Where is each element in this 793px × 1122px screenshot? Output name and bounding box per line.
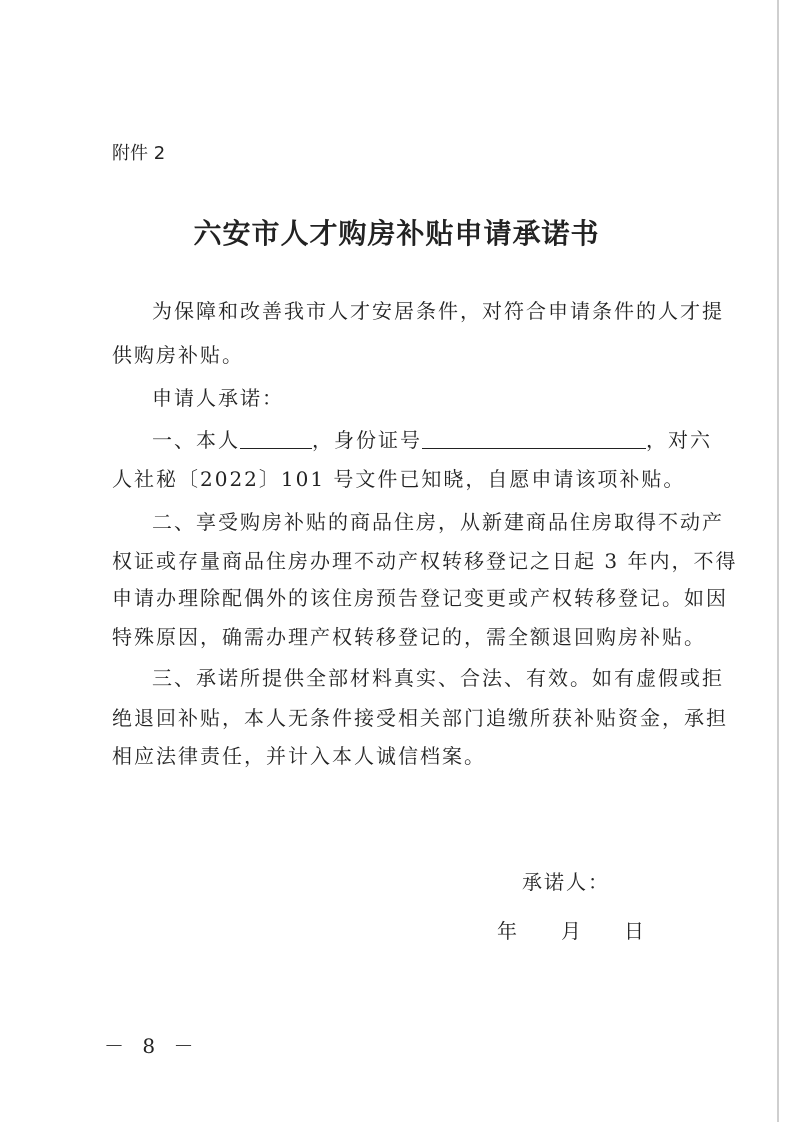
- item1-line-2: 人社秘〔2022〕101 号文件已知晓，自愿申请该项补贴。: [112, 467, 686, 491]
- name-blank-field[interactable]: [240, 426, 312, 449]
- item1-line-1: [152, 426, 712, 454]
- attachment-label: 附件 2: [112, 143, 166, 164]
- item1-prefix: 一、本人: [152, 428, 240, 452]
- date-month-label: 月: [561, 919, 581, 943]
- item3-line-1: 三、承诺所提供全部材料真实、合法、有效。如有虚假或拒: [152, 666, 724, 690]
- item2-line-1: 二、享受购房补贴的商品住房，从新建商品住房取得不动产: [152, 510, 724, 534]
- item2-line-2: 权证或存量商品住房办理不动产权转移登记之日起 3 年内，不得: [112, 549, 738, 573]
- applicant-heading: 申请人承诺：: [152, 386, 284, 410]
- signature-label: 承诺人：: [522, 870, 610, 894]
- item3-line-3: 相应法律责任，并计入本人诚信档案。: [112, 744, 486, 768]
- intro-line-2: 供购房补贴。: [112, 343, 244, 367]
- item1-id-label: ，身份证号: [312, 428, 422, 452]
- item3-line-2: 绝退回补贴，本人无条件接受相关部门追缴所获补贴资金，承担: [112, 706, 728, 730]
- item1-suffix: ，对六: [646, 428, 712, 452]
- page-number: － 8 －: [104, 1034, 200, 1058]
- document-title: 六安市人才购房补贴申请承诺书: [193, 217, 600, 250]
- id-number-blank-field[interactable]: [422, 426, 646, 449]
- date-year-label: 年: [497, 919, 517, 943]
- item2-line-4: 特殊原因，确需办理产权转移登记的，需全额退回购房补贴。: [112, 625, 706, 649]
- item2-line-3: 申请办理除配偶外的该住房预告登记变更或产权转移登记。如因: [112, 586, 728, 610]
- date-day-label: 日: [624, 919, 644, 943]
- intro-line-1: 为保障和改善我市人才安居条件，对符合申请条件的人才提: [152, 299, 724, 323]
- page-edge: [777, 0, 779, 1122]
